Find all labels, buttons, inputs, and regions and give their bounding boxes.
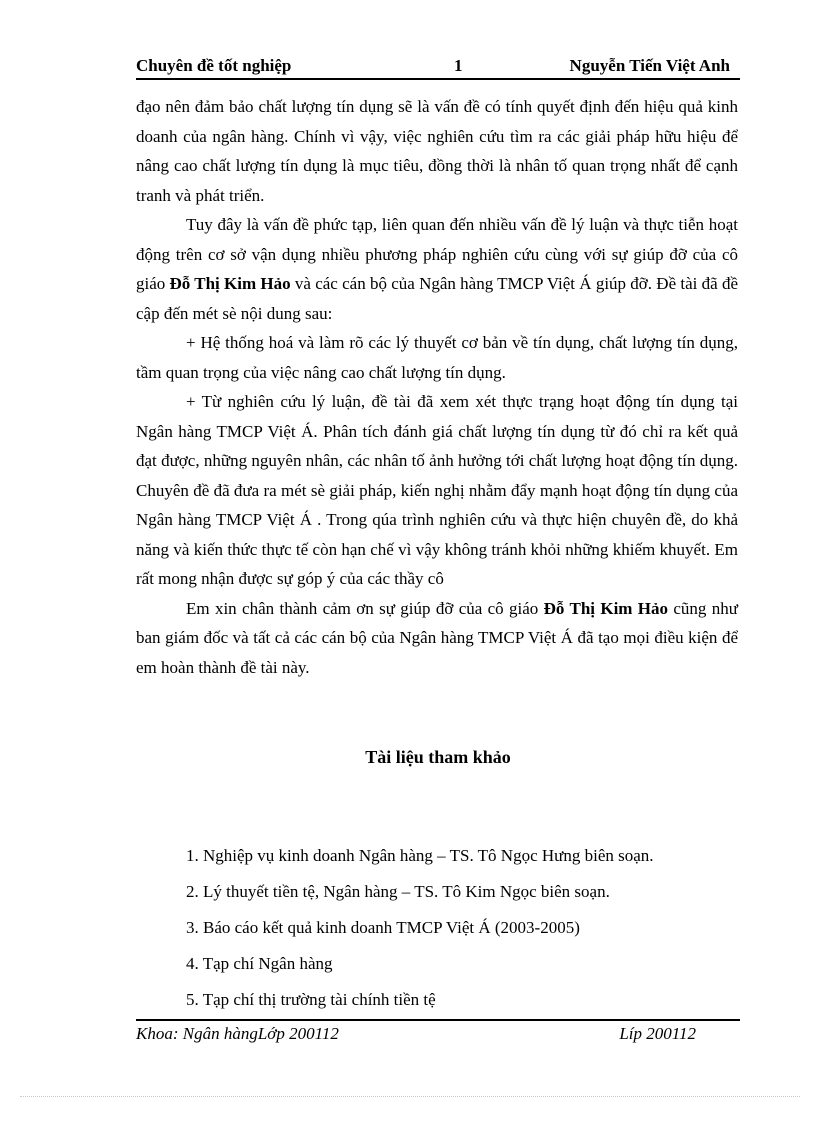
page-bottom-edge xyxy=(20,1096,800,1097)
header-divider xyxy=(136,78,740,80)
reference-item: 5. Tạp chí thị trường tài chính tiền tệ xyxy=(186,990,436,1009)
page-header xyxy=(136,52,740,78)
footer-class: Líp 200112 xyxy=(619,1024,696,1043)
paragraph-4: + Từ nghiên cứu lý luận, đề tài đã xem xét thực trạng hoạt động tín dụng tại Ngân hàng TMCP Việt Á. Phân tích đánh giá chất lượng tín dụng từ đó chỉ ra kết quả đạt được, những nguyên nhân, các nhân tố ảnh hưởng tới chất lượng hoạt động tín dụng. Chuyên đề đã đưa ra mét sè giải pháp, kiến nghị nhằm đẩy mạnh hoạt động tín dụng của Ngân hàng TMCP Việt Á . Trong qúa trình nghiên cứu và thực hiện chuyên đề, do khả năng và kiến thức thực tế còn hạn chế vì vậy không tránh khỏi những khiếm khuyết. Em rất mong nhận được sự góp ý của các thầy cô xyxy=(136,392,738,588)
paragraph-2-text-a: Tuy đây là vấn đề phức tạp, liên quan đến nhiều vấn đề lý luận và thực tiễn hoạt động trên cơ sở vận dụng nhiều phương pháp nghiên cứu cùng với sự giúp đỡ của cô giáo xyxy=(136,215,738,293)
paragraph-1: đạo nên đảm bảo chất lượng tín dụng sẽ là vấn đề có tính quyết định đến hiệu quả kinh doanh của ngân hàng. Chính vì vậy, việc nghiên cứu tìm ra các giải pháp hữu hiệu để nâng cao chất lượng tín dụng là mục tiêu, đồng thời là nhân tố quan trọng nhất để cạnh tranh và phát triển. xyxy=(136,97,738,205)
main-body xyxy=(136,92,738,682)
paragraph-3: + Hệ thống hoá và làm rõ các lý thuyết cơ bản về tín dụng, chất lượng tín dụng, tầm quan trọng của việc nâng cao chất lượng tín dụng. xyxy=(136,333,738,382)
paragraph-5 xyxy=(136,594,738,683)
paragraph-5-text-b: cũng như ban giám đốc và tất cả các cán bộ của Ngân hàng TMCP Việt Á đã tạo mọi điều kiện để em hoàn thành đề tài này. xyxy=(136,598,738,677)
advisor-name: Đỗ Thị Kim Hảo xyxy=(169,274,291,293)
page-number: 1 xyxy=(454,56,463,75)
paragraph-5-text-a: Em xin chân thành cảm ơn sự giúp đỡ của cô giáo xyxy=(186,598,544,618)
footer-department: Khoa: Ngân hàngLớp 200112 xyxy=(136,1024,339,1043)
author-name: Nguyễn Tiến Việt Anh xyxy=(569,56,730,75)
references-list xyxy=(186,838,746,1018)
page-footer xyxy=(136,1024,740,1048)
reference-item: 1. Nghiệp vụ kinh doanh Ngân hàng – TS. Tô Ngọc Hưng biên soạn. xyxy=(186,846,654,865)
advisor-name-2: Đỗ Thị Kim Hảo xyxy=(543,598,669,618)
reference-item: 2. Lý thuyết tiền tệ, Ngân hàng – TS. Tô Kim Ngọc biên soạn. xyxy=(186,882,610,901)
paragraph-2-text-b: và các cán bộ của Ngân hàng TMCP Việt Á giúp đỡ. Đề tài đã đề cập đến mét sè nội dung sau: xyxy=(136,274,738,323)
paragraph-2 xyxy=(136,210,738,328)
footer-divider xyxy=(136,1019,740,1021)
reference-item: 3. Báo cáo kết quả kinh doanh TMCP Việt Á (2003-2005) xyxy=(186,918,580,937)
reference-item: 4. Tạp chí Ngân hàng xyxy=(186,954,333,973)
document-title: Chuyên đề tốt nghiệp xyxy=(136,56,292,75)
references-heading: Tài liệu tham khảo xyxy=(365,747,511,767)
